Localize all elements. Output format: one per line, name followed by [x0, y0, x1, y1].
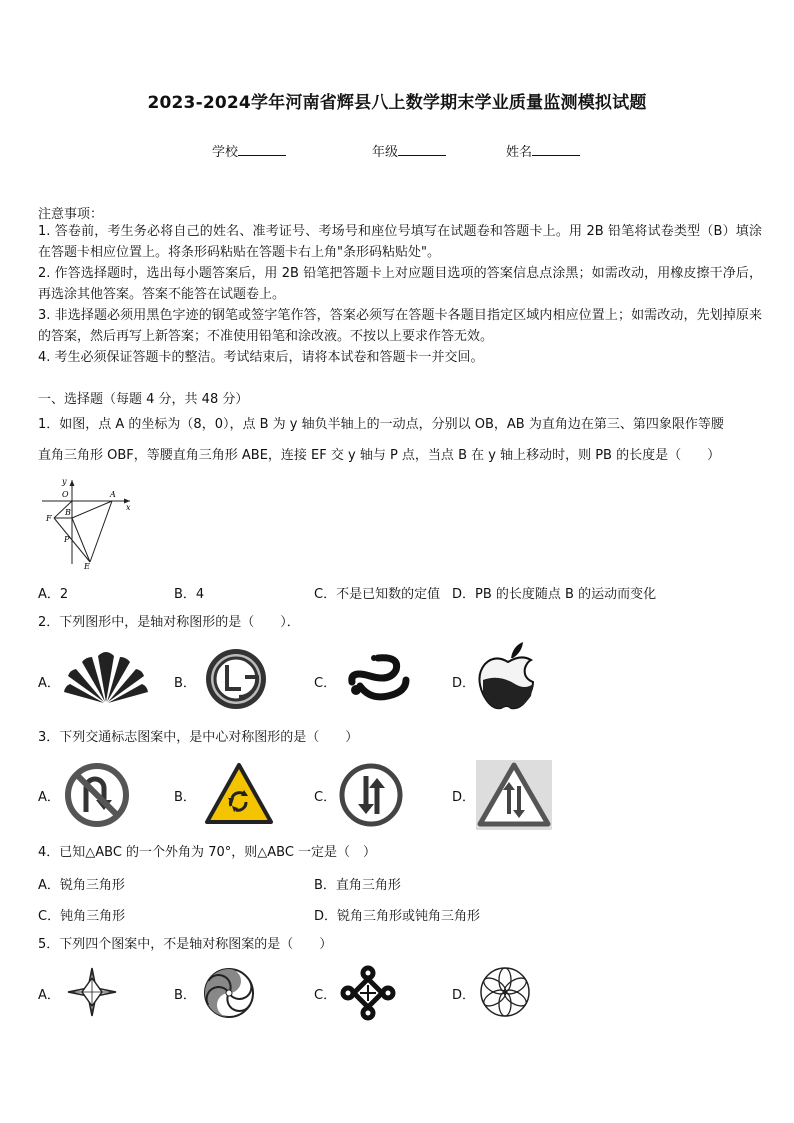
q1-stem-line1: 1．如图，点 A 的坐标为（8，0），点 B 为 y 轴负半轴上的一动点，分别以 OB，AB 为直角边在第三、第四象限作等腰	[38, 417, 724, 432]
q1-option-c: C．不是已知数的定值	[314, 587, 441, 602]
q5-stem: 5．下列四个图案中，不是轴对称图案的是（ ）	[38, 937, 333, 952]
fig-label-a: A	[110, 490, 116, 499]
name-field	[506, 141, 580, 160]
note-item-1: 1. 答卷前，考生务必将自己的姓名、准考证号、考场号和座位号填写在试题卷和答题卡上。用 2B 铅笔将试卷类型（B）填涂在答题卡相应位置上。将条形码粘贴在答题卡右上角"条形码粘贴处"。	[38, 224, 762, 260]
q5-option-b: B．	[174, 988, 196, 1003]
q1-option-a: A．2	[38, 587, 69, 602]
q3-option-a: A．	[38, 790, 60, 805]
fig-label-o: O	[62, 490, 69, 499]
fig-label-p: P	[64, 535, 70, 544]
q1-option-b: B．4	[174, 587, 205, 602]
fig-label-y: y	[62, 477, 67, 486]
apple-logo-icon	[475, 640, 541, 714]
note-item-4: 4. 考生必须保证答题卡的整洁。考试结束后，请将本试卷和答题卡一并交回。	[38, 350, 484, 365]
q4-option-d: D．锐角三角形或钝角三角形	[314, 909, 481, 924]
school-label: 学校	[212, 145, 239, 160]
chinese-knot-icon	[340, 965, 396, 1021]
name-label: 姓名	[506, 145, 533, 160]
q3-option-c: C．	[314, 790, 337, 805]
q2-option-d: D．	[452, 676, 476, 691]
q2-option-b: B．	[174, 676, 196, 691]
three-swirl-circle-icon	[203, 967, 255, 1019]
q1-option-d: D．PB 的长度随点 B 的运动而变化	[452, 587, 657, 602]
q2-stem: 2．下列图形中，是轴对称图形的是（ ）．	[38, 615, 300, 630]
section-heading: 一、选择题（每题 4 分，共 48 分）	[38, 392, 249, 407]
q4-option-a: A．锐角三角形	[38, 878, 125, 893]
q1-stem-line2: 直角三角形 OBF，等腰直角三角形 ABE，连接 EF 交 y 轴与 P 点，当点 B 在 y 轴上移动时，则 PB 的长度是（ ）	[38, 448, 721, 463]
huawei-logo-icon	[62, 650, 150, 706]
two-way-warning-sign-icon	[476, 760, 552, 830]
q3-option-d: D．	[452, 790, 476, 805]
flower-of-life-icon	[478, 965, 532, 1019]
q4-option-c: C．钝角三角形	[38, 909, 126, 924]
q1-figure	[38, 476, 138, 570]
lg-logo-icon	[203, 647, 269, 711]
fig-label-b: B	[65, 508, 71, 517]
school-field	[212, 141, 286, 160]
compass-star-icon	[66, 966, 118, 1018]
q4-stem: 4．已知△ABC 的一个外角为 70°，则△ABC 一定是（ ）	[38, 845, 377, 860]
grade-blank	[398, 144, 446, 156]
notes-heading: 注意事项：	[38, 207, 104, 222]
q3-stem: 3．下列交通标志图案中，是中心对称图形的是（ ）	[38, 730, 359, 745]
name-blank	[532, 144, 580, 156]
q2-option-c: C．	[314, 676, 337, 691]
note-item-2: 2. 作答选择题时，选出每小题答案后，用 2B 铅笔把答题卡上对应题目选项的答案信息点涂黑；如需改动，用橡皮擦干净后，再选涂其他答案。答案不能答在试题卷上。	[38, 266, 762, 302]
roundabout-warning-sign-icon	[204, 762, 274, 826]
q5-option-c: C．	[314, 988, 337, 1003]
grade-field	[372, 141, 446, 160]
note-item-3: 3. 非选择题必须用黑色字迹的钢笔或签字笔作答，答案必须写在答题卡各题目指定区域内相应位置上；如需改动，先划掉原来的答案，然后再写上新答案；不准使用铅笔和涂改液。不按以上要求作答无效。	[38, 308, 762, 344]
fig-label-x: x	[126, 503, 131, 512]
q5-option-d: D．	[452, 988, 476, 1003]
two-way-traffic-sign-icon	[338, 762, 404, 828]
school-blank	[238, 144, 286, 156]
grade-label: 年级	[372, 145, 399, 160]
q2-option-a: A．	[38, 676, 60, 691]
swirl-logo-icon	[340, 650, 416, 708]
q3-option-b: B．	[174, 790, 196, 805]
q5-option-a: A．	[38, 988, 60, 1003]
fig-label-e: E	[84, 562, 90, 570]
no-u-turn-sign-icon	[64, 762, 130, 828]
fig-label-f: F	[46, 514, 52, 523]
q4-option-b: B．直角三角形	[314, 878, 401, 893]
page-title: 2023-2024学年河南省辉县八上数学期末学业质量监测模拟试题	[147, 93, 647, 113]
